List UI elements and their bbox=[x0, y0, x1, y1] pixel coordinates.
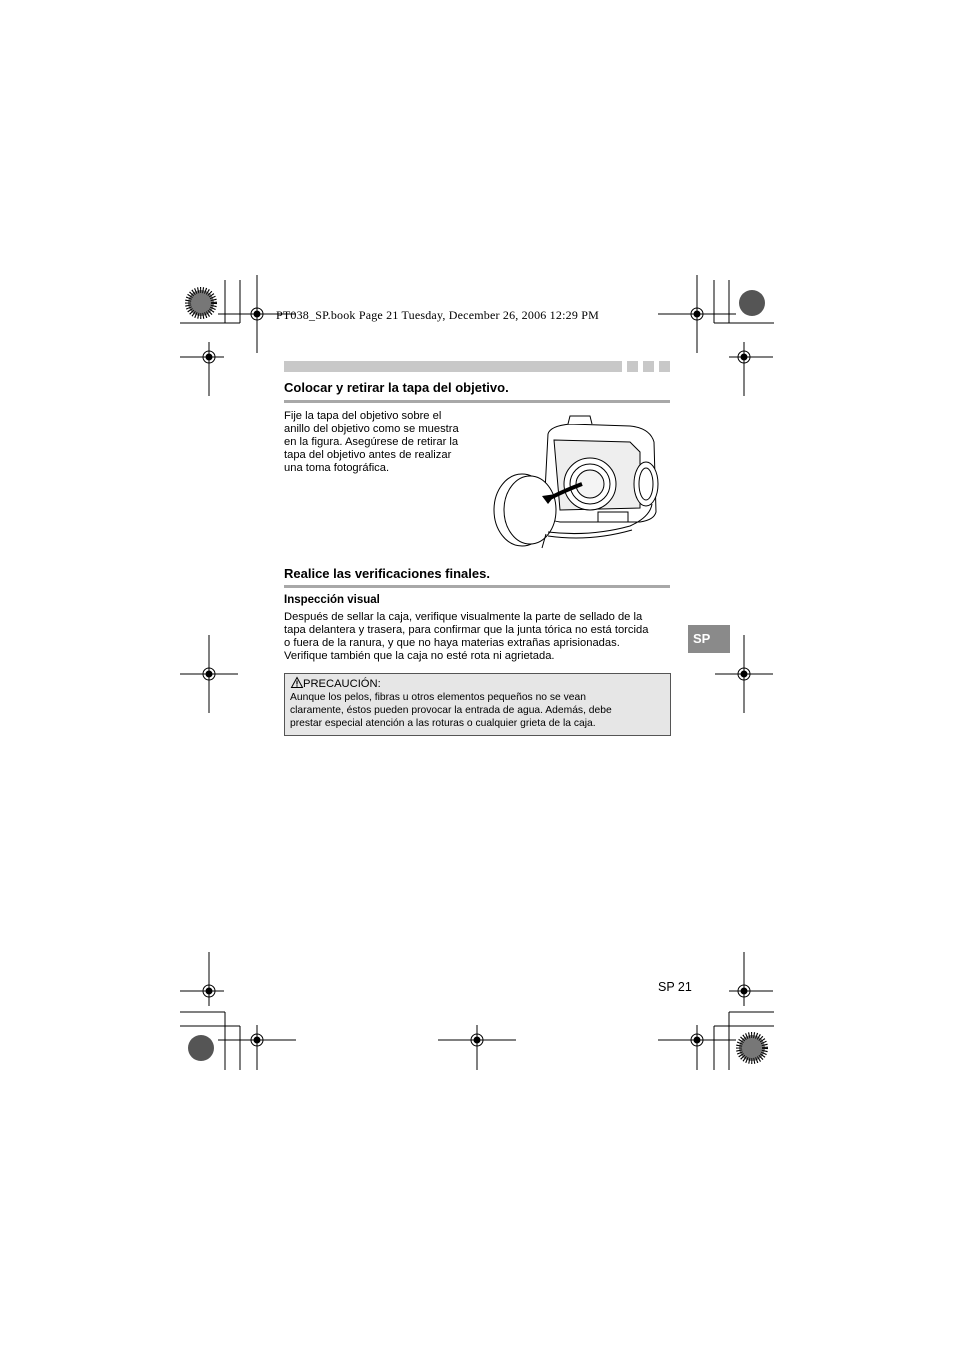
caution-box bbox=[284, 673, 671, 736]
language-tab: SP bbox=[688, 625, 730, 653]
section-rule bbox=[284, 400, 670, 403]
section-rule bbox=[284, 585, 670, 588]
warning-triangle-icon bbox=[291, 677, 303, 688]
visual-inspection-text: Después de sellar la caja, verifique visualmente la parte de sellado de la tapa delantera y trasera, para confirmar que la junta tórica no está torcida o fuera de la ranura, y que no haya materias extrañas aprisionadas. Verifique también que la caja no esté rota ni agrietada. bbox=[284, 611, 649, 662]
header-bar bbox=[284, 361, 622, 372]
file-info-header: PT038_SP.book Page 21 Tuesday, December 26, 2006 12:29 PM bbox=[276, 308, 599, 322]
section-title-final-checks: Realice las verificaciones finales. bbox=[284, 566, 490, 581]
section-title-lens-cap: Colocar y retirar la tapa del objetivo. bbox=[284, 380, 509, 395]
header-square bbox=[659, 361, 670, 372]
lens-cap-instructions: Fije la tapa del objetivo sobre el anillo del objetivo como se muestra en la figura. Asegúrese de retirar la tapa del objetivo antes de realizar una toma fotográfica. bbox=[284, 410, 459, 474]
header-square bbox=[643, 361, 654, 372]
page-number: SP 21 bbox=[658, 980, 692, 994]
header-square bbox=[627, 361, 638, 372]
caution-heading: PRECAUCIÓN: bbox=[291, 677, 381, 690]
caution-text: Aunque los pelos, fibras u otros elementos pequeños no se vean claramente, éstos pueden provocar la entrada de agua. Además, debe prestar especial atención a las roturas o cualquier grieta de la caja. bbox=[290, 692, 612, 729]
subsection-title-visual-inspection: Inspección visual bbox=[284, 594, 380, 606]
lens-cap-illustration bbox=[490, 412, 670, 552]
